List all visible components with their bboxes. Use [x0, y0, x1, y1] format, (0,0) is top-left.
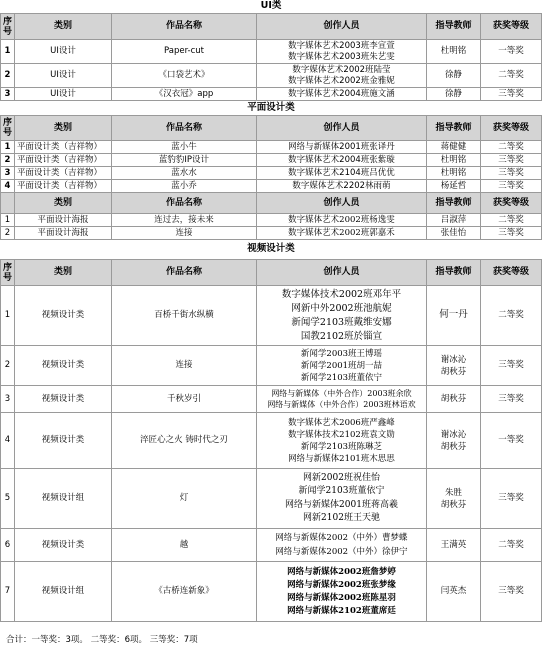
- row-advisor: 杜明铭: [427, 167, 481, 180]
- row-category: 视频设计类: [15, 346, 112, 386]
- header-advisor: 指导教师: [427, 116, 481, 141]
- row-work: 《口袋艺术》: [112, 64, 257, 88]
- table-row: [1, 469, 542, 529]
- row-num: 1: [1, 214, 15, 227]
- table-header-row: [1, 193, 542, 214]
- row-work: 连接: [112, 346, 257, 386]
- row-work: 连过去，接未来: [112, 214, 257, 227]
- table-row: [1, 167, 542, 180]
- row-work: 灯: [112, 469, 257, 529]
- row-award: 三等奖: [481, 88, 542, 101]
- row-creators: 数字媒体技术2002班邓年平 网新中外2002班池航妮 新闻学2103班戴维安娜 国教2102班於锱宣: [257, 286, 427, 346]
- header-category: 类别: [15, 14, 112, 40]
- row-award: 二等奖: [481, 286, 542, 346]
- header-category: 类别: [15, 116, 112, 141]
- row-creators: 数字媒体艺术2004班施文涵: [257, 88, 427, 101]
- row-category: 视频设计组: [15, 469, 112, 529]
- row-work: 蓝豹豹IP设计: [112, 154, 257, 167]
- row-advisor: 闫英杰: [427, 562, 481, 622]
- row-num: 2: [1, 346, 15, 386]
- row-work: 《古桥连新象》: [112, 562, 257, 622]
- row-num: 7: [1, 562, 15, 622]
- row-category: 平面设计类（吉祥物）: [15, 180, 112, 193]
- table-row: [1, 346, 542, 386]
- row-advisor: 胡秋芬: [427, 386, 481, 413]
- section-title-text: 视频设计类: [1, 240, 542, 260]
- row-award: 二等奖: [481, 64, 542, 88]
- header-award: 获奖等级: [481, 193, 542, 214]
- row-num: 3: [1, 386, 15, 413]
- row-advisor: 谢冰沁 胡秋芬: [427, 346, 481, 386]
- row-category: 平面设计海报: [15, 227, 112, 240]
- header-num: 序 号: [1, 260, 15, 286]
- row-award: 二等奖: [481, 529, 542, 562]
- row-work: 千秋岁引: [112, 386, 257, 413]
- row-creators: 数字媒体艺术2004班张紫璇: [257, 154, 427, 167]
- header-advisor: 指导教师: [427, 193, 481, 214]
- header-creators: 创作人员: [257, 193, 427, 214]
- header-award: 获奖等级: [481, 14, 542, 40]
- row-num: 4: [1, 180, 15, 193]
- award-summary: 合计：一等奖：3项。 二等奖：6项。 三等奖：7项: [6, 635, 198, 645]
- row-creators: 网络与新媒体2001班张译丹: [257, 141, 427, 154]
- row-advisor: 王满英: [427, 529, 481, 562]
- row-creators: 数字媒体艺术2003班李宣萱 数字媒体艺术2003班朱艺雯: [257, 40, 427, 64]
- table-row: [1, 562, 542, 622]
- row-work: 淬匠心之火 铸时代之刃: [112, 413, 257, 469]
- row-creators: 数字媒体艺术2006班严鑫峰 数字媒体技术2102班袁文勋 新闻学2103班陈琳芝 网络与新媒体2101班木思思: [257, 413, 427, 469]
- row-award: 三等奖: [481, 346, 542, 386]
- row-num: 2: [1, 154, 15, 167]
- table-row: [1, 154, 542, 167]
- header-creators: 创作人员: [257, 14, 427, 40]
- row-category: 平面设计类（吉祥物）: [15, 167, 112, 180]
- row-work: 《汉衣冠》app: [112, 88, 257, 101]
- section-title-graphic: [1, 101, 542, 116]
- header-award: 获奖等级: [481, 116, 542, 141]
- header-work: 作品名称: [112, 116, 257, 141]
- row-award: 一等奖: [481, 40, 542, 64]
- row-creators: 网新2002班祝佳怡 新闻学2103班董依宁 网络与新媒体2001班蒋高羲 网新2102班王天驰: [257, 469, 427, 529]
- row-category: 视频设计类: [15, 529, 112, 562]
- row-advisor: 杜明铭: [427, 40, 481, 64]
- row-num: 6: [1, 529, 15, 562]
- table-row: [1, 40, 542, 64]
- row-advisor: 朱胜 胡秋芬: [427, 469, 481, 529]
- table-row: [1, 214, 542, 227]
- row-award: 三等奖: [481, 154, 542, 167]
- header-work: 作品名称: [112, 193, 257, 214]
- row-creators: 数字媒体艺术2002班陆莹 数字媒体艺术2002班金雅妮: [257, 64, 427, 88]
- header-advisor: 指导教师: [427, 14, 481, 40]
- row-num: 3: [1, 167, 15, 180]
- row-creators: 数字媒体艺术2104班吕优优: [257, 167, 427, 180]
- section-title-text: UI类: [1, 0, 542, 14]
- table-row: [1, 413, 542, 469]
- row-award: 一等奖: [481, 413, 542, 469]
- table-row: [1, 180, 542, 193]
- row-category: 视频设计类: [15, 286, 112, 346]
- row-advisor: 谢冰沁 胡秋芬: [427, 413, 481, 469]
- table-row: [1, 64, 542, 88]
- row-category: 平面设计类（吉祥物）: [15, 154, 112, 167]
- row-num: 4: [1, 413, 15, 469]
- header-award: 获奖等级: [481, 260, 542, 286]
- row-creators: 新闻学2003班王博瑶 新闻学2001班胡一喆 新闻学2103班董依宁: [257, 346, 427, 386]
- table-row: [1, 227, 542, 240]
- row-category: UI设计: [15, 40, 112, 64]
- row-award: 三等奖: [481, 180, 542, 193]
- row-category: 视频设计组: [15, 562, 112, 622]
- row-work: 连接: [112, 227, 257, 240]
- row-category: 视频设计类: [15, 413, 112, 469]
- row-num: 1: [1, 141, 15, 154]
- row-category: 视频设计类: [15, 386, 112, 413]
- table-row: [1, 88, 542, 101]
- header-creators: 创作人员: [257, 116, 427, 141]
- header-advisor: 指导教师: [427, 260, 481, 286]
- row-award: 二等奖: [481, 141, 542, 154]
- row-category: UI设计: [15, 88, 112, 101]
- row-award: 三等奖: [481, 227, 542, 240]
- row-num: 1: [1, 286, 15, 346]
- header-work: 作品名称: [112, 14, 257, 40]
- row-advisor: 杜明铭: [427, 154, 481, 167]
- header-num-empty: [1, 193, 15, 214]
- row-category: UI设计: [15, 64, 112, 88]
- row-num: 2: [1, 227, 15, 240]
- header-category: 类别: [15, 260, 112, 286]
- table-header-row: [1, 14, 542, 40]
- row-advisor: 杨延哲: [427, 180, 481, 193]
- row-creators: 数字媒体艺术2002班郭嘉禾: [257, 227, 427, 240]
- header-creators: 创作人员: [257, 260, 427, 286]
- row-work: 百桥千街水纵横: [112, 286, 257, 346]
- table-row: [1, 286, 542, 346]
- table-row: [1, 141, 542, 154]
- header-num: 序 号: [1, 14, 15, 40]
- row-work: 蓝小乔: [112, 180, 257, 193]
- table-header-row: [1, 260, 542, 286]
- section-title-ui: [1, 0, 542, 14]
- row-creators: 网络与新媒体2002班詹梦婷 网络与新媒体2002班张梦缘 网络与新媒体2002班陈星羽 网络与新媒体2102班董席廷: [257, 562, 427, 622]
- row-award: 二等奖: [481, 214, 542, 227]
- header-work: 作品名称: [112, 260, 257, 286]
- row-num: 1: [1, 40, 15, 64]
- row-num: 3: [1, 88, 15, 101]
- row-work: 蓝小牛: [112, 141, 257, 154]
- row-advisor: 蒋健健: [427, 141, 481, 154]
- row-work: 蓝水水: [112, 167, 257, 180]
- header-num: 序 号: [1, 116, 15, 141]
- row-award: 三等奖: [481, 167, 542, 180]
- row-category: 平面设计海报: [15, 214, 112, 227]
- row-advisor: 徐静: [427, 64, 481, 88]
- section-title-video: [1, 240, 542, 260]
- row-advisor: 徐静: [427, 88, 481, 101]
- row-creators: 数字媒体艺术2002班杨逸雯: [257, 214, 427, 227]
- row-award: 三等奖: [481, 469, 542, 529]
- row-award: 三等奖: [481, 386, 542, 413]
- row-work: Paper-cut: [112, 40, 257, 64]
- row-work: 越: [112, 529, 257, 562]
- row-advisor: 吕淑萍: [427, 214, 481, 227]
- row-num: 5: [1, 469, 15, 529]
- row-advisor: 何一丹: [427, 286, 481, 346]
- row-creators: 数字媒体艺术2202林雨萌: [257, 180, 427, 193]
- row-award: 三等奖: [481, 562, 542, 622]
- section-title-text: 平面设计类: [1, 101, 542, 116]
- row-category: 平面设计类（吉祥物）: [15, 141, 112, 154]
- header-category: 类别: [15, 193, 112, 214]
- table-row: [1, 386, 542, 413]
- table-header-row: [1, 116, 542, 141]
- table-row: [1, 529, 542, 562]
- row-creators: 网络与新媒体2002（中外）曹梦蝶 网络与新媒体2002（中外）徐伊宁: [257, 529, 427, 562]
- row-advisor: 张佳怡: [427, 227, 481, 240]
- row-num: 2: [1, 64, 15, 88]
- row-creators: 网络与新媒体（中外合作）2003班余欣 网络与新媒体（中外合作）2003班林语欢: [257, 386, 427, 413]
